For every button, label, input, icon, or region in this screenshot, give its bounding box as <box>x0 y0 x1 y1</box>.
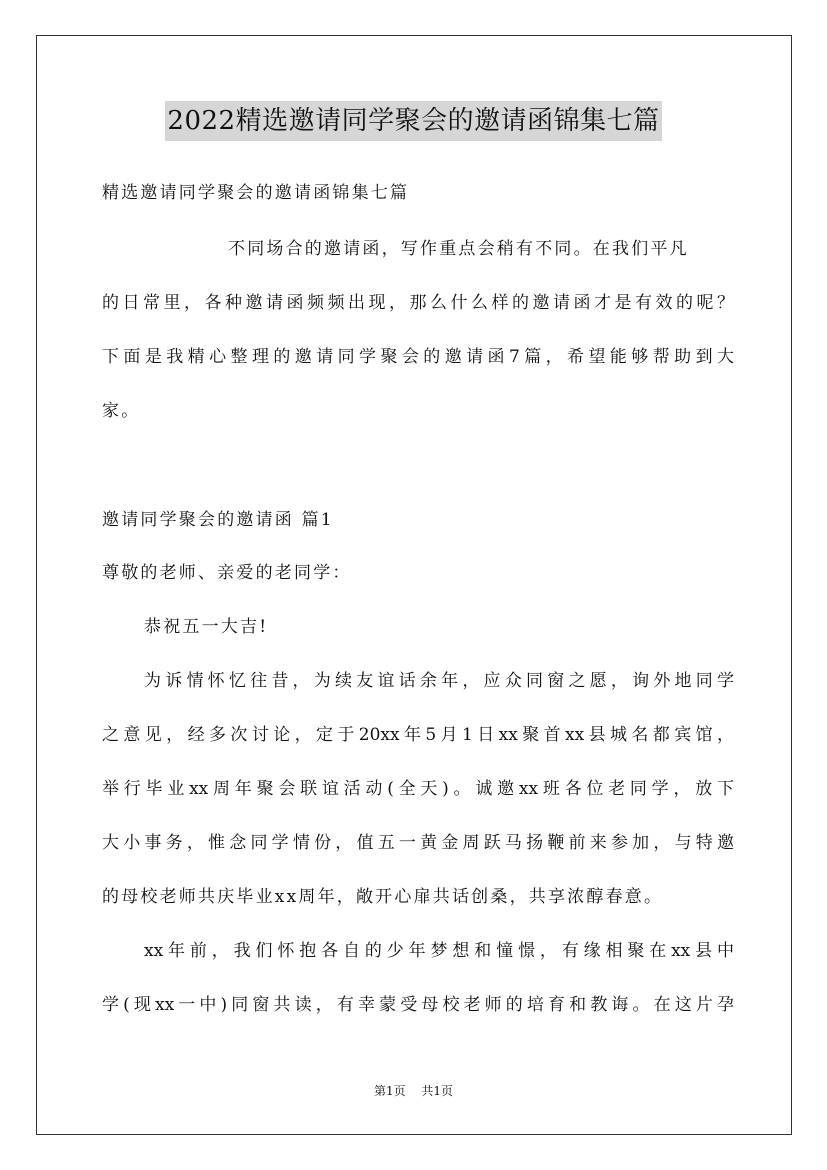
section-heading: 邀请同学聚会的邀请函 篇1 <box>102 510 334 530</box>
salutation: 尊敬的老师、亲爱的老同学： <box>102 563 352 583</box>
body-line: 的母校老师共庆毕业xx周年，敞开心扉共话创桑，共享浓醇春意。 <box>102 887 664 907</box>
intro-line: 家。 <box>102 401 141 421</box>
title-area <box>0 101 827 141</box>
body-line: 之意见，经多次讨论，定于20xx年5月1日xx聚首xx县城名都宾馆， <box>102 725 734 745</box>
document-title: 2022精选邀请同学聚会的邀请函锦集七篇 <box>165 101 661 141</box>
body-line: xx年前，我们怀抱各自的少年梦想和憧憬，有缘相聚在xx县中 <box>144 941 734 961</box>
page-total: 共1页 <box>421 1084 454 1098</box>
body-line: 为诉情怀忆往昔，为续友谊话余年，应众同窗之愿，询外地同学 <box>144 671 734 691</box>
body-line: 学(现xx一中)同窗共读，有幸蒙受母校老师的培育和教诲。在这片孕 <box>102 995 734 1015</box>
page-footer <box>0 1083 827 1099</box>
document-subtitle: 精选邀请同学聚会的邀请函锦集七篇 <box>102 183 410 203</box>
body-line: 大小事务，惟念同学情份，值五一黄金周跃马扬鞭前来参加，与特邀 <box>102 833 734 853</box>
intro-line: 下面是我精心整理的邀请同学聚会的邀请函7篇，希望能够帮助到大 <box>102 347 734 367</box>
greeting: 恭祝五一大吉! <box>144 617 269 637</box>
body-line: 举行毕业xx周年聚会联谊活动(全天)。诚邀xx班各位老同学，放下 <box>102 779 734 799</box>
intro-line: 不同场合的邀请函，写作重点会稍有不同。在我们平凡 <box>228 239 689 259</box>
intro-line: 的日常里，各种邀请函频频出现，那么什么样的邀请函才是有效的呢？ <box>102 293 734 313</box>
page-number: 第1页 <box>373 1084 406 1098</box>
